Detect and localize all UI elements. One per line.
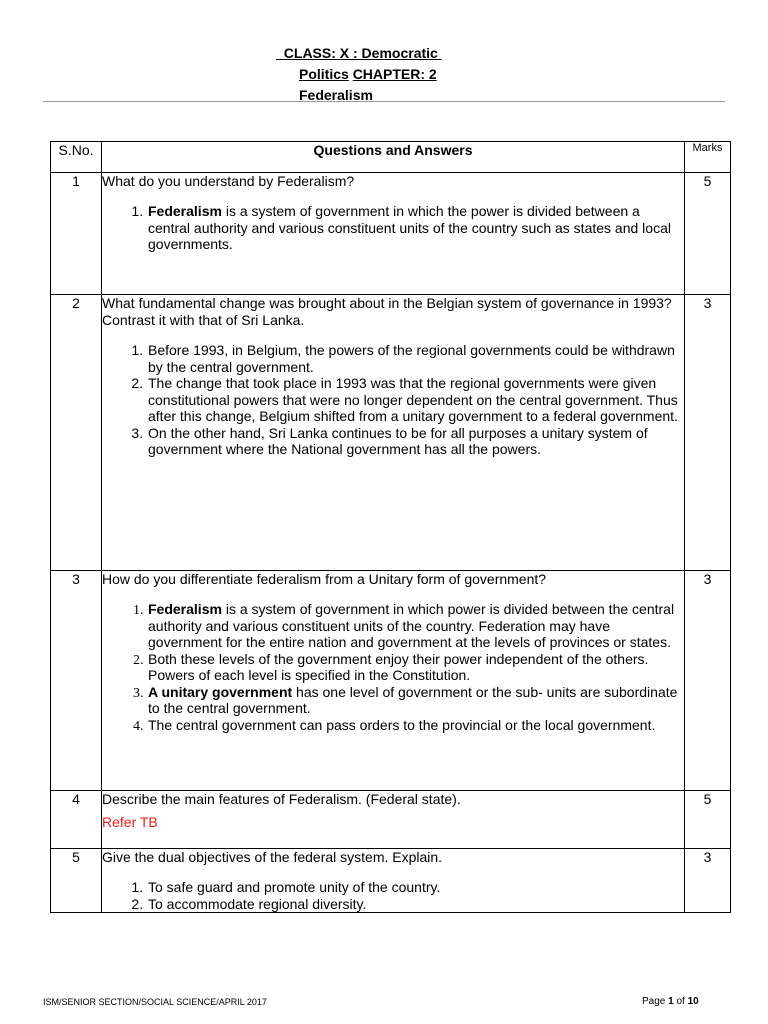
page-number: 1 <box>668 996 674 1007</box>
class-title: CLASS: X : Democratic <box>276 45 442 61</box>
refer-note: Refer TB <box>102 814 158 830</box>
question-text: Describe the main features of Federalism. (Federal state). <box>102 791 461 807</box>
answer-text: is a system of government in which the power is divided between a central authority and various constituent units of the country such as states and local governments. <box>148 203 671 252</box>
row-sno: 1 <box>51 173 102 295</box>
answer-item: 4. The central government can pass orders to the provincial or the local government. <box>147 717 684 734</box>
answer-bold: Federalism <box>148 601 222 617</box>
answer-item: 1. To safe guard and promote unity of the country. <box>147 879 684 896</box>
row-marks: 5 <box>685 791 731 849</box>
header-divider <box>43 101 725 102</box>
row-marks: 3 <box>685 571 731 791</box>
answer-list <box>102 203 684 253</box>
answer-item: 2. Both these levels of the government enjoy their power independent of the others. Powers of each level is specified in the Constitution. <box>147 651 684 684</box>
header-sno: S.No. <box>51 142 102 173</box>
answer-list <box>102 601 684 733</box>
subject-label: Politics <box>299 66 349 82</box>
row-sno: 3 <box>51 571 102 791</box>
answer-bold: Federalism <box>148 203 222 219</box>
answer-list <box>102 879 684 912</box>
row-content <box>102 571 685 791</box>
answer-item: 3. On the other hand, Sri Lanka continues to be for all purposes a unitary system of government where the National government has all the powers. <box>147 425 684 458</box>
topic-title: Federalism <box>299 87 373 103</box>
question-text: Give the dual objectives of the federal system. Explain. <box>102 849 443 865</box>
answer-item: 2. The change that took place in 1993 was that the regional governments were given constitutional powers that were no longer dependent on the central government. Thus after this change, Belgium shifted from a unitary government to a federal government. <box>147 375 684 425</box>
question-text: How do you differentiate federalism from a Unitary form of government? <box>102 571 547 587</box>
answer-item: 2. To accommodate regional diversity. <box>147 896 684 913</box>
row-content <box>102 791 685 849</box>
answer-item <box>147 601 684 651</box>
table-header-row <box>51 142 731 173</box>
row-sno: 2 <box>51 295 102 571</box>
of-word: of <box>676 996 685 1007</box>
document-header <box>276 43 442 106</box>
footer-source: ISM/SENIOR SECTION/SOCIAL SCIENCE/APRIL 2017 <box>43 997 267 1007</box>
answer-text: has one level of government or the sub- units are subordinate to the central government. <box>148 683 678 716</box>
table-row <box>51 295 731 571</box>
row-sno: 5 <box>51 849 102 913</box>
qa-table <box>50 141 731 913</box>
chapter-title <box>299 64 442 85</box>
page-indicator <box>642 996 699 1007</box>
row-content <box>102 849 685 913</box>
table-row <box>51 173 731 295</box>
chapter-label: CHAPTER: 2 <box>352 66 437 82</box>
answer-item: 1. Before 1993, in Belgium, the powers of the regional governments could be withdrawn by the central government. <box>147 342 684 375</box>
row-marks: 5 <box>685 173 731 295</box>
question-text: What do you understand by Federalism? <box>102 173 355 189</box>
row-marks: 3 <box>685 295 731 571</box>
table-row <box>51 571 731 791</box>
row-sno: 4 <box>51 791 102 849</box>
table-row <box>51 791 731 849</box>
answer-item <box>147 203 684 253</box>
answer-list <box>102 342 684 458</box>
answer-item <box>147 684 684 717</box>
header-marks: Marks <box>685 142 731 173</box>
question-text: What fundamental change was brought about in the Belgian system of governance in 1993? Contrast it with that of Sri Lanka. <box>102 295 672 328</box>
header-questions: Questions and Answers <box>102 142 685 173</box>
page-word: Page <box>642 996 666 1007</box>
table-row <box>51 849 731 913</box>
row-marks: 3 <box>685 849 731 913</box>
row-content <box>102 173 685 295</box>
page-total: 10 <box>687 996 699 1007</box>
answer-text: is a system of government in which power is divided between the central authority and various constituent units of the country. Federation may have government for the entire nation and government at the levels of provinces or states. <box>148 601 675 650</box>
row-content <box>102 295 685 571</box>
answer-bold: A unitary government <box>148 683 293 700</box>
